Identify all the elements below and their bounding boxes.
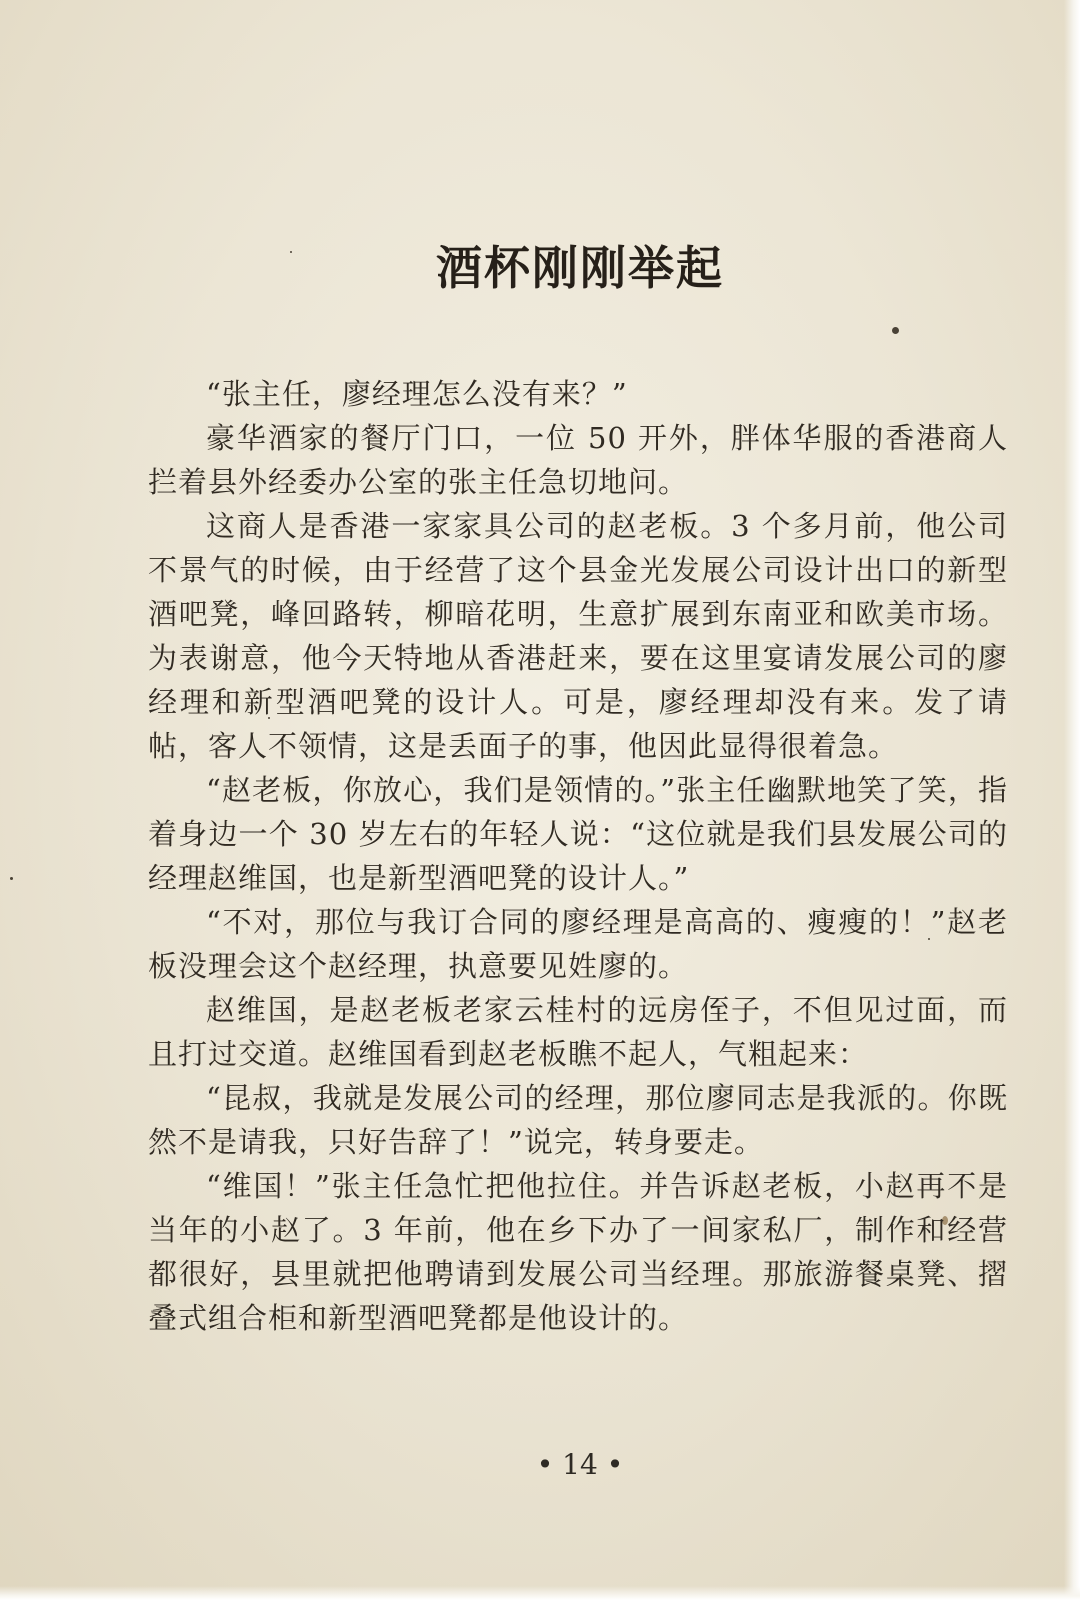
paragraph: “不对，那位与我订合同的廖经理是高高的、瘦瘦的！”赵老板没理会这个赵经理，执意要见姓廖的。 [148, 905, 1008, 983]
paper-speck [10, 877, 13, 880]
page-number: • 14 • [536, 1448, 624, 1481]
body-text [148, 372, 1008, 1340]
paragraph: “张主任，廖经理怎么没有来？” [206, 377, 628, 411]
paper-speck [892, 327, 899, 334]
page-edge-bottom [0, 1586, 1080, 1600]
paragraph: “赵老板，你放心，我们是领情的。”张主任幽默地笑了笑，指着身边一个 30 岁左右的年轻人说：“这位就是我们县发展公司的经理赵维国，也是新型酒吧凳的设计人。” [148, 773, 1008, 895]
paragraph: 豪华酒家的餐厅门口，一位 50 开外，胖体华服的香港商人拦着县外经委办公室的张主任急切地问。 [148, 421, 1008, 499]
paragraph: “维国！”张主任急忙把他拉住。并告诉赵老板，小赵再不是当年的小赵了。3 年前，他在乡下办了一间家私厂，制作和经营都很好，县里就把他聘请到发展公司当经理。那旅游餐桌凳、摺叠式组合柜和新型酒吧凳都是他设计的。 [148, 1169, 1008, 1335]
paragraph: “昆叔，我就是发展公司的经理，那位廖同志是我派的。你既然不是请我，只好告辞了！”说完，转身要走。 [148, 1081, 1008, 1159]
paragraph: 这商人是香港一家家具公司的赵老板。3 个多月前，他公司不景气的时候，由于经营了这个县金光发展公司设计出口的新型酒吧凳，峰回路转，柳暗花明，生意扩展到东南亚和欧美市场。为表谢意，他今天特地从香港赶来，要在这里宴请发展公司的廖经理和新型酒吧凳的设计人。可是，廖经理却没有来。发了请帖，客人不领情，这是丢面子的事，他因此显得很着急。 [148, 509, 1008, 763]
chapter-title: 酒杯刚刚举起 [436, 241, 724, 295]
paragraph: 赵维国，是赵老板老家云桂村的远房侄子，不但见过面，而且打过交道。赵维国看到赵老板瞧不起人，气粗起来： [148, 993, 1008, 1071]
